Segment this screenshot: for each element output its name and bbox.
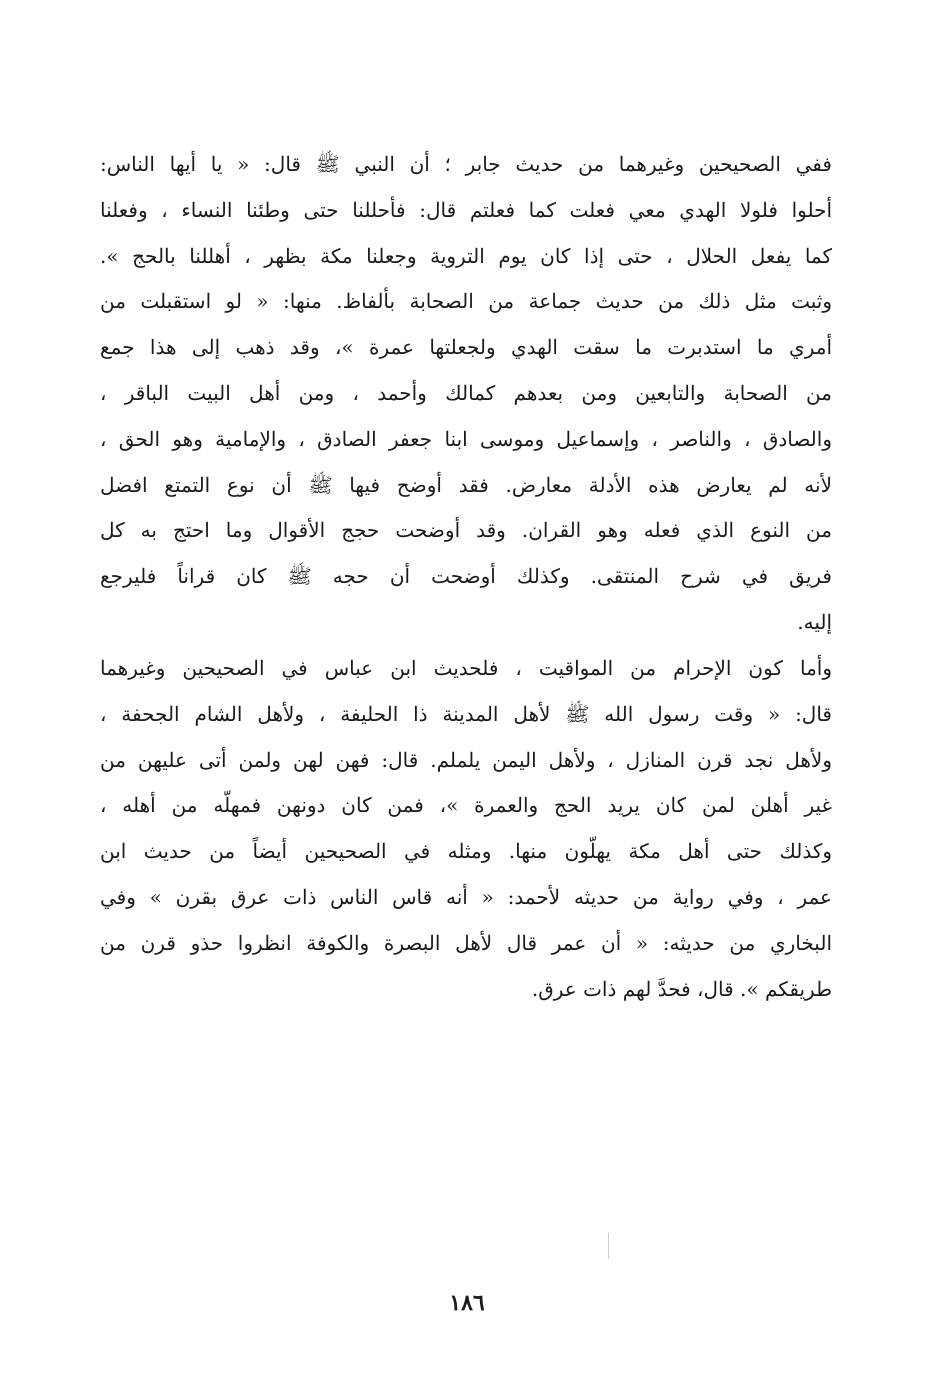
text-line: لأنه لم يعارض هذه الأدلة معارض. فقد أوضح فيها ﷺ أن نوع التمتع افضل [100, 472, 832, 497]
text-line: وثبت مثل ذلك من حديث جماعة من الصحابة بألفاظ. منها: « لو استقبلت من [100, 289, 832, 314]
scan-speck [608, 1233, 609, 1259]
text-line: طريقكم ». قال، فحدَّ لهم ذات عرق. [531, 976, 832, 1001]
text-line: إليه. [797, 609, 832, 634]
paragraph-hajj-tamattu [100, 142, 832, 646]
text-line: أمري ما استدبرت ما سقت الهدي ولجعلتها عمرة »، وقد ذهب إلى هذا جمع [100, 335, 832, 360]
text-line: عمر ، وفي رواية من حديثه لأحمد: « أنه قاس الناس ذات عرق بقرن » وفي [100, 884, 832, 909]
text-line: وأما كون الإحرام من المواقيت ، فلحديث ابن عباس في الصحيحين وغيرهما [100, 656, 832, 680]
text-line: من النوع الذي فعله وهو القران. وقد أوضحت حجج الأقوال وما احتج به كل [100, 518, 832, 543]
paragraph-miqat [100, 646, 832, 1012]
text-line: من الصحابة والتابعين ومن بعدهم كمالك وأحمد ، ومن أهل البيت الباقر ، [100, 380, 832, 405]
page-number: ١٨٦ [449, 1290, 485, 1316]
text-line: البخاري من حديثه: « أن عمر قال لأهل البصرة والكوفة انظروا حذو قرن من [100, 930, 832, 955]
text-line: ولأهل نجد قرن المنازل ، ولأهل اليمن يلملم. قال: فهن لهن ولمن أتى عليهن من [100, 747, 832, 772]
text-line: كما يفعل الحلال ، حتى إذا كان يوم التروية وجعلنا مكة بظهر ، أهللنا بالحج ». [100, 243, 832, 268]
text-line: غير أهلن لمن كان يريد الحج والعمرة »، فمن كان دونهن فمهلّه من أهله ، [100, 793, 832, 818]
text-line: ففي الصحيحين وغيرهما من حديث جابر ؛ أن النبي ﷺ قال: « يا أيها الناس: [100, 152, 832, 176]
text-line: قال: « وقت رسول الله ﷺ لأهل المدينة ذا الحليفة ، ولأهل الشام الجحفة ، [100, 701, 832, 726]
text-line: والصادق ، والناصر ، وإسماعيل وموسى ابنا جعفر الصادق ، والإمامية وهو الحق ، [100, 426, 832, 451]
text-line: وكذلك حتى أهل مكة يهلّون منها. ومثله في الصحيحين أيضاً من حديث ابن [100, 839, 832, 864]
text-line: فريق في شرح المنتقى. وكذلك أوضحت أن حجه ﷺ كان قراناً فليرجع [100, 564, 832, 589]
text-line: أحلوا فلولا الهدي معي فعلت كما فعلتم قال: فأحللنا حتى وطئنا النساء ، وفعلنا [100, 197, 832, 222]
